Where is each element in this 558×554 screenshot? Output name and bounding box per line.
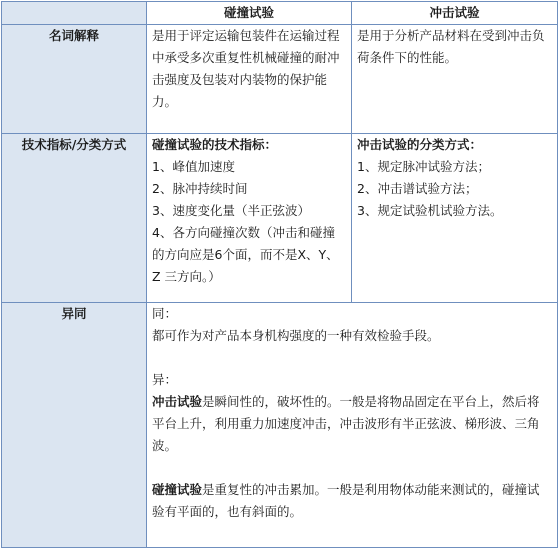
- row-label-definition: 名词解释: [2, 25, 147, 134]
- comparison-table: [1, 1, 558, 548]
- bump-indicators-title: 碰撞试验的技术指标：: [152, 137, 278, 152]
- impact-classification-item: 3、规定试验机试验方法。: [357, 203, 503, 218]
- same-title: 同：: [152, 306, 178, 321]
- impact-classification-cell: [352, 134, 558, 303]
- comparison-cell: [147, 303, 558, 548]
- table-row-indicators: [2, 134, 558, 303]
- bump-indicator-item: 3、速度变化量（半正弦波）: [152, 203, 310, 218]
- bump-indicator-item: 4、各方向碰撞次数（冲击和碰撞的方向应是6个面，而不是X、Y、Z 三方向。）: [152, 225, 339, 284]
- table-row-definition: [2, 25, 558, 134]
- bump-definition: 是用于评定运输包装件在运输过程中承受多次重复性机械碰撞的耐冲击强度及包装对内装物的保护能力。: [147, 25, 352, 134]
- bump-indicator-item: 1、峰值加速度: [152, 159, 235, 174]
- impact-definition: 是用于分析产品材料在受到冲击负荷条件下的性能。: [352, 25, 558, 134]
- impact-classification-item: 1、规定脉冲试验方法；: [357, 159, 490, 174]
- impact-diff-paragraph: [152, 391, 552, 457]
- bump-diff-text: 是重复性的冲击累加。一般是利用物体动能来测试的，碰撞试验有平面的，也有斜面的。: [152, 482, 540, 519]
- header-bump-test: 碰撞试验: [147, 2, 352, 25]
- row-label-indicators: 技术指标/分类方式: [2, 134, 147, 303]
- impact-classification-item: 2、冲击谱试验方法；: [357, 181, 478, 196]
- header-impact-test: 冲击试验: [352, 2, 558, 25]
- bump-diff-paragraph: [152, 479, 552, 523]
- header-empty-cell: [2, 2, 147, 25]
- bump-indicators-cell: [147, 134, 352, 303]
- impact-diff-text: 是瞬间性的，破坏性的。一般是将物品固定在平台上，然后将平台上升，利用重力加速度冲击，冲击波形有半正弦波、梯形波、三角波。: [152, 394, 540, 453]
- spacer: [152, 457, 552, 479]
- row-label-comparison: 异同: [2, 303, 147, 548]
- impact-term: 冲击试验: [152, 394, 203, 409]
- impact-classification-title: 冲击试验的分类方式：: [357, 137, 483, 152]
- same-text: 都可作为对产品本身机构强度的一种有效检验手段。: [152, 328, 440, 343]
- bump-term: 碰撞试验: [152, 482, 203, 497]
- table-row-comparison: [2, 303, 558, 548]
- header-row: [2, 2, 558, 25]
- bump-indicator-item: 2、脉冲持续时间: [152, 181, 248, 196]
- spacer: [152, 347, 552, 369]
- diff-title: 异：: [152, 372, 178, 387]
